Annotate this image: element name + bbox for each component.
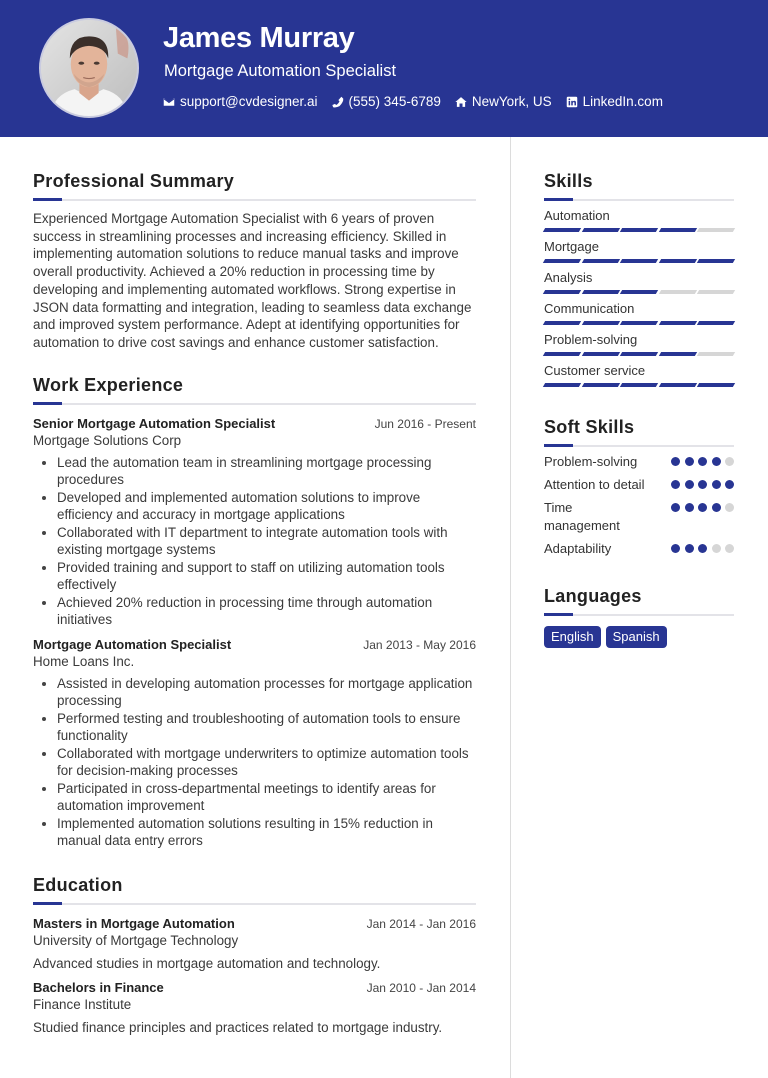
candidate-name: James Murray bbox=[163, 22, 355, 54]
degree-title: Bachelors in Finance bbox=[33, 979, 164, 995]
skills-list bbox=[544, 207, 734, 388]
skill-bar-segment bbox=[697, 228, 735, 232]
soft-skill-item bbox=[544, 540, 734, 558]
skill-level-bar bbox=[544, 290, 734, 295]
rating-dot-icon bbox=[698, 480, 707, 489]
skill-bar-segment bbox=[658, 321, 696, 325]
soft-skill-item bbox=[544, 476, 734, 494]
envelope-icon bbox=[163, 96, 175, 108]
skill-bar-segment bbox=[620, 259, 658, 263]
skill-level-bar bbox=[544, 383, 734, 388]
contact-phone-text: (555) 345-6789 bbox=[348, 94, 441, 109]
skill-bar-segment bbox=[543, 321, 581, 325]
skill-bar-segment bbox=[658, 259, 696, 263]
soft-skill-item bbox=[544, 453, 734, 471]
soft-skill-rating bbox=[671, 544, 734, 558]
language-tags bbox=[544, 626, 734, 648]
contact-email-text: support@cvdesigner.ai bbox=[180, 94, 318, 109]
column-divider bbox=[510, 137, 511, 1078]
section-title: Skills bbox=[544, 171, 593, 191]
section-rule bbox=[33, 199, 476, 201]
soft-skill-item bbox=[544, 499, 734, 535]
rating-dot-icon bbox=[671, 457, 680, 466]
skill-item bbox=[544, 238, 734, 264]
skill-item bbox=[544, 269, 734, 295]
rating-dot-icon bbox=[725, 480, 734, 489]
contact-location-text: NewYork, US bbox=[471, 94, 552, 109]
skill-item bbox=[544, 331, 734, 357]
skill-bar-segment bbox=[697, 352, 735, 356]
job-dates: Jan 2013 - May 2016 bbox=[363, 637, 476, 652]
skill-bar-segment bbox=[581, 259, 619, 263]
skill-item bbox=[544, 362, 734, 388]
bullet-item: Collaborated with mortgage underwriters to optimize automation tools for decision-making processes bbox=[57, 745, 476, 780]
skill-bar-segment bbox=[581, 228, 619, 232]
skill-bar-segment bbox=[658, 352, 696, 356]
skill-bar-segment bbox=[697, 259, 735, 263]
soft-skill-label: Attention to detail bbox=[544, 477, 645, 492]
rating-dot-icon bbox=[671, 503, 680, 512]
bullet-item: Participated in cross-departmental meetings to identify areas for automation improvement bbox=[57, 780, 476, 815]
job-entry bbox=[33, 637, 476, 850]
phone-icon bbox=[332, 96, 344, 108]
section-title: Education bbox=[33, 874, 123, 895]
soft-skill-rating bbox=[671, 480, 734, 494]
skill-bar-segment bbox=[581, 352, 619, 356]
job-title: Senior Mortgage Automation Specialist bbox=[33, 415, 276, 431]
contact-linkedin[interactable] bbox=[566, 94, 663, 109]
rating-dot-icon bbox=[685, 457, 694, 466]
soft-skill-label: Problem-solving bbox=[544, 454, 638, 469]
job-bullets bbox=[33, 454, 476, 629]
rating-dot-icon bbox=[725, 457, 734, 466]
bullet-item: Performed testing and troubleshooting of automation tools to ensure functionality bbox=[57, 710, 476, 745]
skill-bar-segment bbox=[620, 321, 658, 325]
skill-bar-segment bbox=[697, 383, 735, 387]
skill-bar-segment bbox=[543, 259, 581, 263]
skill-item bbox=[544, 300, 734, 326]
rating-dot-icon bbox=[685, 544, 694, 553]
rating-dot-icon bbox=[685, 480, 694, 489]
skill-level-bar bbox=[544, 228, 734, 233]
section-rule bbox=[544, 614, 734, 616]
rating-dot-icon bbox=[671, 480, 680, 489]
section-title: Work Experience bbox=[33, 374, 184, 395]
skill-label: Mortgage bbox=[544, 239, 599, 254]
section-rule bbox=[33, 403, 476, 405]
skill-bar-segment bbox=[543, 290, 581, 294]
school-name: Finance Institute bbox=[33, 996, 132, 1012]
contact-list bbox=[163, 94, 663, 109]
section-rule bbox=[544, 199, 734, 201]
languages-section bbox=[544, 585, 734, 648]
linkedin-icon bbox=[566, 96, 578, 108]
skill-bar-segment bbox=[581, 383, 619, 387]
rating-dot-icon bbox=[712, 457, 721, 466]
bullet-item: Implemented automation solutions resulting in 15% reduction in manual data entry errors bbox=[57, 815, 476, 850]
contact-email[interactable] bbox=[163, 94, 318, 109]
section-rule bbox=[33, 903, 476, 905]
skill-bar-segment bbox=[543, 383, 581, 387]
summary-text: Experienced Mortgage Automation Specialist with 6 years of proven success in streamlining processes and increasing efficiency. Skilled in implementing automation solutions to reduce manual tasks and improve overall productivity. Achieved a 20% reduction in processing time by developing and implementing automated workflows. Strong expertise in JSON data formatting and integration, leading to seamless data exchange and improved system performance. Adept at identifying opportunities for automation to drive cost savings and enhance customer satisfaction. bbox=[33, 211, 472, 350]
contact-location bbox=[455, 94, 552, 109]
rating-dot-icon bbox=[725, 503, 734, 512]
summary-section bbox=[33, 170, 476, 352]
skill-bar-segment bbox=[543, 352, 581, 356]
skill-bar-segment bbox=[620, 352, 658, 356]
rating-dot-icon bbox=[698, 503, 707, 512]
soft-skill-label: Adaptability bbox=[544, 541, 612, 556]
contact-phone[interactable] bbox=[332, 94, 441, 109]
bullet-item: Achieved 20% reduction in processing time through automation initiatives bbox=[57, 594, 476, 629]
skill-bar-segment bbox=[620, 383, 658, 387]
language-tag: English bbox=[544, 626, 601, 648]
language-tag: Spanish bbox=[606, 626, 667, 648]
skill-level-bar bbox=[544, 321, 734, 326]
skill-level-bar bbox=[544, 352, 734, 357]
bullet-item: Developed and implemented automation solutions to improve efficiency and accuracy in mortgage applications bbox=[57, 489, 476, 524]
bullet-item: Collaborated with IT department to integrate automation tools with existing mortgage systems bbox=[57, 524, 476, 559]
home-icon bbox=[455, 96, 467, 108]
job-dates: Jun 2016 - Present bbox=[374, 416, 476, 431]
sidebar-column bbox=[544, 170, 734, 648]
rating-dot-icon bbox=[725, 544, 734, 553]
section-title: Soft Skills bbox=[544, 417, 635, 437]
skill-label: Analysis bbox=[544, 270, 593, 285]
main-column bbox=[33, 170, 476, 1035]
skill-bar-segment bbox=[620, 290, 658, 294]
rating-dot-icon bbox=[698, 457, 707, 466]
education-entry bbox=[33, 916, 476, 971]
job-entry bbox=[33, 416, 476, 629]
bullet-item: Provided training and support to staff on utilizing automation tools effectively bbox=[57, 559, 476, 594]
skills-section bbox=[544, 170, 734, 388]
section-title: Professional Summary bbox=[33, 171, 235, 191]
rating-dot-icon bbox=[712, 544, 721, 553]
skill-bar-segment bbox=[658, 290, 696, 294]
job-bullets bbox=[33, 675, 476, 850]
profile-photo bbox=[39, 18, 139, 118]
skill-bar-segment bbox=[697, 321, 735, 325]
resume-header bbox=[0, 0, 768, 137]
section-rule bbox=[544, 445, 734, 447]
section-title: Languages bbox=[544, 586, 642, 606]
skill-bar-segment bbox=[581, 290, 619, 294]
skill-bar-segment bbox=[543, 228, 581, 232]
bullet-item: Lead the automation team in streamlining mortgage processing procedures bbox=[57, 454, 476, 489]
rating-dot-icon bbox=[698, 544, 707, 553]
job-company: Mortgage Solutions Corp bbox=[33, 432, 182, 448]
contact-linkedin-text: LinkedIn.com bbox=[582, 94, 663, 109]
skill-label: Problem-solving bbox=[544, 332, 638, 347]
soft-skill-rating bbox=[671, 503, 734, 535]
experience-section bbox=[33, 374, 476, 850]
education-dates: Jan 2010 - Jan 2014 bbox=[366, 980, 476, 995]
skill-bar-segment bbox=[581, 321, 619, 325]
soft-skills-list bbox=[544, 453, 734, 558]
rating-dot-icon bbox=[685, 503, 694, 512]
school-name: University of Mortgage Technology bbox=[33, 932, 239, 948]
job-company: Home Loans Inc. bbox=[33, 653, 135, 669]
education-description: Advanced studies in mortgage automation and technology. bbox=[33, 955, 381, 971]
rating-dot-icon bbox=[712, 480, 721, 489]
education-dates: Jan 2014 - Jan 2016 bbox=[366, 916, 476, 931]
soft-skills-section bbox=[544, 416, 734, 558]
skill-label: Communication bbox=[544, 301, 635, 316]
person-photo-icon bbox=[41, 20, 137, 116]
skill-bar-segment bbox=[658, 383, 696, 387]
soft-skill-label: Time management bbox=[544, 500, 620, 533]
skill-item bbox=[544, 207, 734, 233]
bullet-item: Assisted in developing automation processes for mortgage application processing bbox=[57, 675, 476, 710]
rating-dot-icon bbox=[712, 503, 721, 512]
candidate-title: Mortgage Automation Specialist bbox=[164, 62, 397, 80]
skill-level-bar bbox=[544, 259, 734, 264]
skill-bar-segment bbox=[620, 228, 658, 232]
job-title: Mortgage Automation Specialist bbox=[33, 636, 232, 652]
degree-title: Masters in Mortgage Automation bbox=[33, 915, 235, 931]
education-description: Studied finance principles and practices related to mortgage industry. bbox=[33, 1019, 443, 1035]
skill-label: Automation bbox=[544, 208, 610, 223]
soft-skill-rating bbox=[671, 457, 734, 471]
education-section bbox=[33, 874, 476, 1035]
skill-label: Customer service bbox=[544, 363, 646, 378]
education-entry bbox=[33, 980, 476, 1035]
skill-bar-segment bbox=[697, 290, 735, 294]
rating-dot-icon bbox=[671, 544, 680, 553]
skill-bar-segment bbox=[658, 228, 696, 232]
